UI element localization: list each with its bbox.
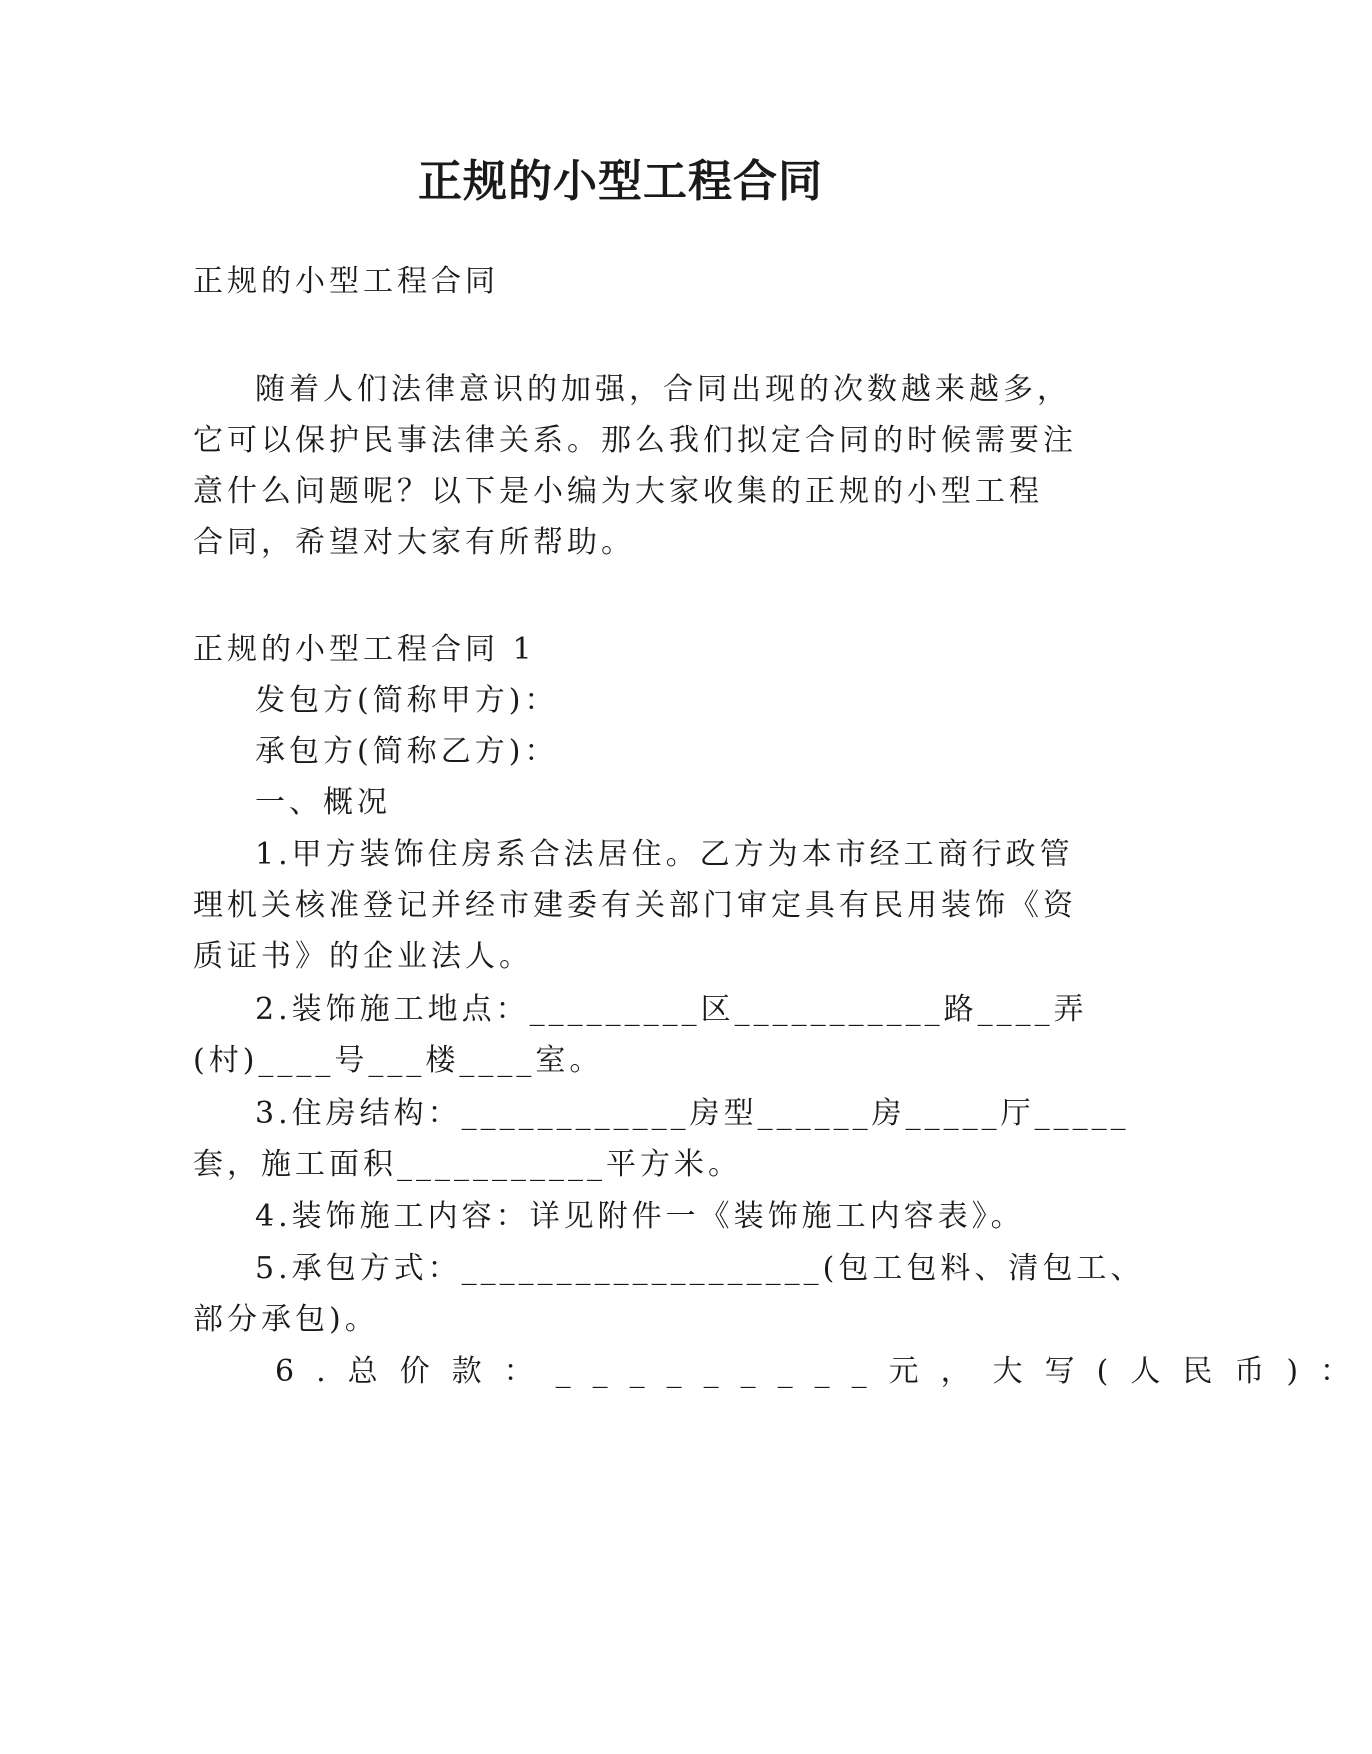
intro-line-2: 它可以保护民事法律关系。那么我们拟定合同的时候需要注 xyxy=(193,423,1077,458)
document-title: 正规的小型工程合同 xyxy=(418,156,823,207)
chapter-heading: 一、概况 xyxy=(255,785,391,820)
item-3-line-2: 套，施工面积___________平方米。 xyxy=(193,1147,742,1182)
intro-line-3: 意什么问题呢？以下是小编为大家收集的正规的小型工程 xyxy=(193,474,1043,509)
item-1-line-3: 质证书》的企业法人。 xyxy=(193,939,533,974)
item-1-line-1: 1.甲方装饰住房系合法居住。乙方为本市经工商行政管 xyxy=(255,837,1074,872)
section-title: 正规的小型工程合同 1 xyxy=(193,632,536,667)
item-6-line: 6.总价款：_________元，大写(人民币)： xyxy=(275,1354,1372,1389)
intro-line-4: 合同，希望对大家有所帮助。 xyxy=(193,525,635,560)
item-2-line-2: (村)____号___楼____室。 xyxy=(193,1043,604,1078)
party-a-line: 发包方(简称甲方)： xyxy=(255,683,559,718)
item-5-line-2: 部分承包)。 xyxy=(193,1302,379,1337)
document-subtitle: 正规的小型工程合同 xyxy=(193,264,499,299)
item-5-line-1: 5.承包方式：___________________(包工包料、清包工、 xyxy=(255,1251,1145,1286)
item-3-line-1: 3.住房结构：____________房型______房_____厅_____ xyxy=(255,1096,1130,1131)
party-b-line: 承包方(简称乙方)： xyxy=(255,734,559,769)
item-2-line-1: 2.装饰施工地点：_________区___________路____弄 xyxy=(255,992,1088,1027)
item-4-line: 4.装饰施工内容：详见附件一《装饰施工内容表》。 xyxy=(255,1199,1025,1234)
item-1-line-2: 理机关核准登记并经市建委有关部门审定具有民用装饰《资 xyxy=(193,888,1077,923)
intro-line-1: 随着人们法律意识的加强，合同出现的次数越来越多， xyxy=(255,372,1071,407)
